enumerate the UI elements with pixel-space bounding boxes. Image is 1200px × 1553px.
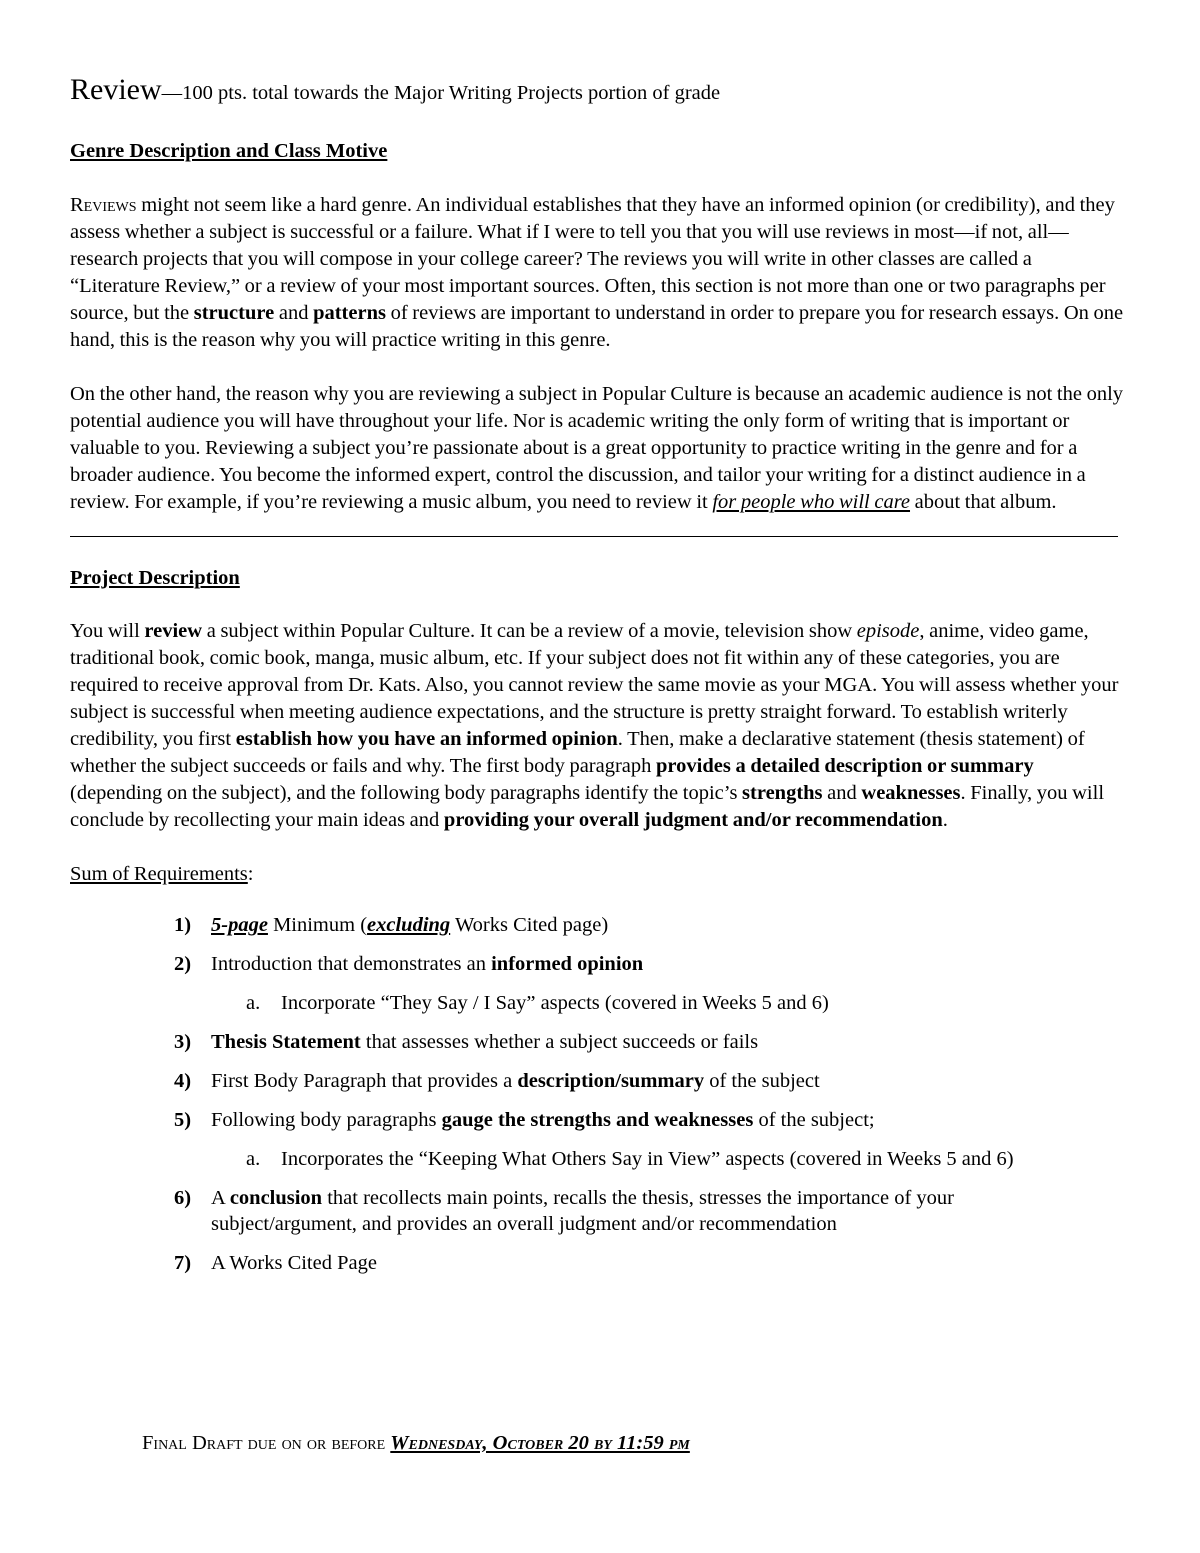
project-paragraph	[70, 618, 1125, 834]
text: a subject within Popular Culture. It can be a review of a movie, television show	[202, 620, 857, 643]
genre-heading: Genre Description and Class Motive	[70, 140, 388, 162]
bold-informed-opinion: establish how you have an informed opinion	[235, 728, 618, 751]
text: and	[822, 782, 862, 805]
due-date: Wednesday, October 20 by 11:59 pm	[390, 1432, 690, 1454]
requirements-list-cont	[70, 1029, 1125, 1133]
text: First Body Paragraph that provides a	[211, 1070, 518, 1093]
bold-judgment: providing your overall judgment and/or recommendation	[443, 809, 943, 832]
final-draft-notice	[142, 1432, 690, 1455]
bold-description: provides a detailed description or summary	[656, 755, 1034, 778]
text: , anime, video game, traditional book, comic book, manga, music album, etc. If your subject does not fit within any of these categories, you are required to receive approval from Dr. Kats. Also, you cannot review the same movie as your MGA. You will assess whether your subject is successful when meeting audience expectations, and the structure is pretty straight forward. To establish writerly credibility, you first	[70, 620, 1119, 751]
text: that assesses whether a subject succeeds or fails	[360, 1031, 759, 1054]
requirements-label	[70, 861, 1125, 888]
genre-paragraph-2	[70, 381, 1125, 516]
text: Minimum (	[267, 914, 368, 937]
requirements-list-end	[70, 1185, 1125, 1276]
bold-gauge: gauge the strengths and weaknesses	[441, 1109, 754, 1132]
reviews-lead: Reviews	[70, 193, 137, 216]
document-title	[70, 72, 1125, 108]
text: about that album.	[910, 490, 1057, 513]
text: On the other hand, the reason why you are reviewing a subject in Popular Culture is because an academic audience is not the only potential audience you will have throughout your life. Nor is academic writing the only form of writing that is important or valuable to you. Reviewing a subject you’re passionate about is a great opportunity to practice writing in the genre and for a broader audience. You become the informed expert, control the discussion, and tailor your writing for a distinct audience in a review. For example, if you’re reviewing a music album, you need to review it	[70, 382, 1124, 513]
text: of reviews are important to understand in order to prepare you for research essays. On one hand, this is the reason why you will practice writing in this genre.	[70, 301, 1124, 351]
text: A Works Cited Page	[211, 1252, 377, 1275]
item-number: 2)	[174, 953, 192, 976]
text: . Finally, you will conclude by recollecting your main ideas and	[70, 782, 1105, 832]
text: that recollects main points, recalls the thesis, stresses the importance of your subject/argument, and provides an overall judgment and/or recommendation	[211, 1187, 955, 1236]
bold-weaknesses: weaknesses	[861, 782, 961, 805]
bold-strengths: strengths	[742, 782, 823, 805]
text: and	[274, 301, 314, 324]
requirement-item	[70, 912, 1125, 938]
text: You will	[70, 620, 145, 643]
project-heading: Project Description	[70, 566, 240, 589]
genre-paragraph-1	[70, 192, 1125, 354]
item-number: 7)	[174, 1252, 192, 1275]
subitem-letter: a.	[246, 1148, 261, 1171]
emphasis-audience: for people who will care	[712, 490, 911, 513]
bold-thesis: Thesis Statement	[211, 1031, 361, 1054]
item-number: 4)	[174, 1070, 192, 1093]
bold-excluding: excluding	[367, 914, 451, 937]
bold-review: review	[144, 620, 203, 643]
requirement-item	[70, 1107, 1125, 1133]
item-number: 6)	[174, 1187, 192, 1210]
text: might not seem like a hard genre. An individual establishes that they have an informed opinion (or credibility), and they assess whether a subject is successful or a failure. What if I were to tell you that you will use reviews in most—if not, all—research projects that you will compose in your college career? The reviews you will write in other classes are called a “Literature Review,” or a review of your most important sources. Often, this section is not more than one or two paragraphs per source, but the	[70, 193, 1115, 324]
bold-informed-opinion: informed opinion	[491, 953, 644, 976]
item-number: 3)	[174, 1031, 192, 1054]
bold-structure: structure	[193, 301, 275, 324]
document-page	[70, 72, 1125, 1276]
text: Incorporates the “Keeping What Others Say in View” aspects (covered in Weeks 5 and 6)	[281, 1148, 1014, 1171]
text: .	[942, 809, 948, 832]
text: Incorporate “They Say / I Say” aspects (covered in Weeks 5 and 6)	[281, 992, 829, 1015]
bold-5-page: 5-page	[211, 914, 268, 937]
item-number: 5)	[174, 1109, 192, 1132]
requirements-list	[70, 912, 1125, 977]
requirement-item	[70, 1068, 1125, 1094]
text: Following body paragraphs	[211, 1109, 442, 1132]
bold-description-summary: description/summary	[517, 1070, 705, 1093]
requirement-item	[70, 1185, 1021, 1237]
bold-conclusion: conclusion	[229, 1187, 323, 1210]
text: . Then, make a declarative statement (thesis statement) of whether the subject succeeds or fails and why. The first body paragraph	[70, 728, 1085, 778]
text: A	[211, 1187, 230, 1210]
bold-patterns: patterns	[313, 301, 386, 324]
requirement-item	[70, 951, 1125, 977]
requirement-subitem	[70, 990, 1125, 1016]
subitem-letter: a.	[246, 992, 261, 1015]
title-subtitle: —100 pts. total towards the Major Writing Projects portion of grade	[161, 82, 721, 104]
requirements-label-text: Sum of Requirements	[70, 863, 248, 886]
text: :	[247, 863, 254, 886]
text: of the subject;	[753, 1109, 875, 1132]
requirement-subitem	[70, 1146, 1081, 1172]
text: Works Cited page)	[450, 914, 609, 937]
requirement-item	[70, 1029, 1125, 1055]
requirement-item	[70, 1250, 1125, 1276]
italic-episode: episode	[856, 620, 920, 643]
item-number: 1)	[174, 914, 192, 937]
text: of the subject	[704, 1070, 820, 1093]
title-word: Review	[70, 73, 162, 106]
text: Introduction that demonstrates an	[211, 953, 492, 976]
text: Final Draft due on or before	[142, 1432, 391, 1454]
text: (depending on the subject), and the following body paragraphs identify the topic’s	[70, 782, 743, 805]
